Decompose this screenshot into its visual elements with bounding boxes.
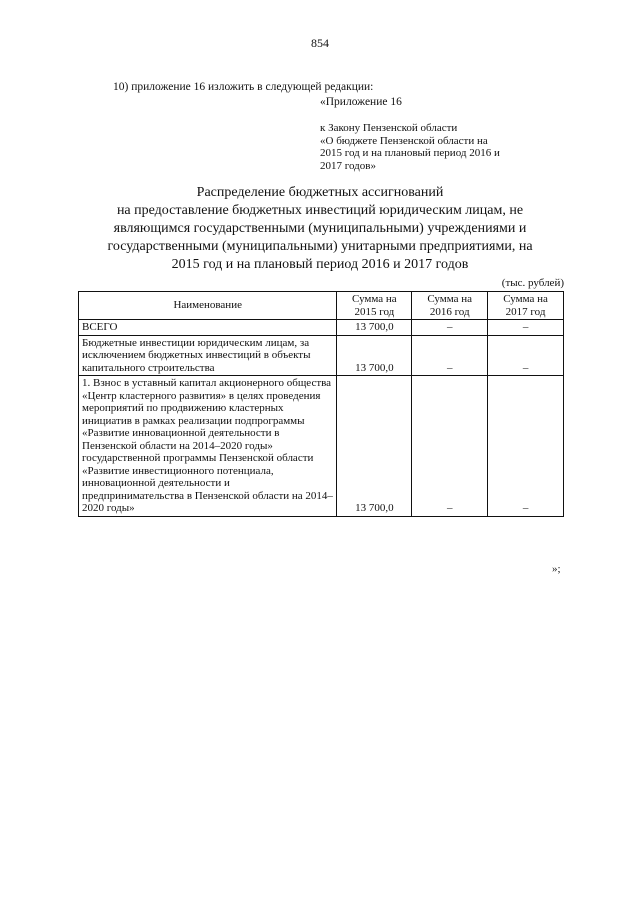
row-name: Бюджетные инвестиции юридическим лицам, за исключением бюджетных инвестиций в объекты капитального строительства xyxy=(79,335,337,376)
document-title xyxy=(60,184,580,274)
row-sum-2017: – xyxy=(488,376,564,517)
table-row xyxy=(79,335,564,376)
law-reference-line: 2017 годов» xyxy=(320,159,376,172)
appendix-label: «Приложение 16 xyxy=(320,96,402,108)
header-name: Наименование xyxy=(79,292,337,320)
budget-allocation-table xyxy=(78,291,564,517)
law-reference-line: 2015 год и на плановый период 2016 и xyxy=(320,147,500,159)
closing-quote-mark: »; xyxy=(552,563,561,575)
table-row xyxy=(79,320,564,336)
law-reference-line: «О бюджете Пензенской области на xyxy=(320,134,488,147)
row-name: 1. Взнос в уставный капитал акционерного общества «Центр кластерного развития» в целях проведения мероприятий по продвижению кластерных инициатив в рамках реализации подпрограммы «Развитие инновационной деятельности в Пензенской области на 2014–2020 годы» государственной программы Пензенской области «Развитие инвестиционного потенциала, инновационной деятельности и предпринимательства в Пензенской области на 2014–2020 годы» xyxy=(79,376,337,517)
row-name: ВСЕГО xyxy=(79,320,337,336)
title-line: 2015 год и на плановый период 2016 и 2017 годов xyxy=(171,257,469,272)
row-sum-2017: – xyxy=(488,320,564,336)
title-line: на предоставление бюджетных инвестиций юридическим лицам, не xyxy=(116,203,524,218)
title-line: являющимся государственными (муниципальными) учреждениями и xyxy=(113,221,527,236)
amendment-instruction: 10) приложение 16 изложить в следующей редакции: xyxy=(113,81,374,93)
table-header-row xyxy=(79,292,564,320)
title-line: Распределение бюджетных ассигнований xyxy=(196,185,444,200)
header-sum-2016: Сумма на 2016 год xyxy=(412,292,488,320)
law-reference xyxy=(320,122,500,172)
row-sum-2016: – xyxy=(412,320,488,336)
row-sum-2015: 13 700,0 xyxy=(337,335,412,376)
header-sum-2017: Сумма на 2017 год xyxy=(488,292,564,320)
row-sum-2016: – xyxy=(412,335,488,376)
title-line: государственными (муниципальными) унитарными предприятиями, на xyxy=(107,239,533,254)
header-sum-2015: Сумма на 2015 год xyxy=(337,292,412,320)
law-reference-line: к Закону Пензенской области xyxy=(320,122,458,134)
row-sum-2017: – xyxy=(488,335,564,376)
page-number: 854 xyxy=(311,36,329,50)
row-sum-2015: 13 700,0 xyxy=(337,376,412,517)
units-note: (тыс. рублей) xyxy=(501,277,564,289)
row-sum-2016: – xyxy=(412,376,488,517)
row-sum-2015: 13 700,0 xyxy=(337,320,412,336)
table-row xyxy=(79,376,564,517)
